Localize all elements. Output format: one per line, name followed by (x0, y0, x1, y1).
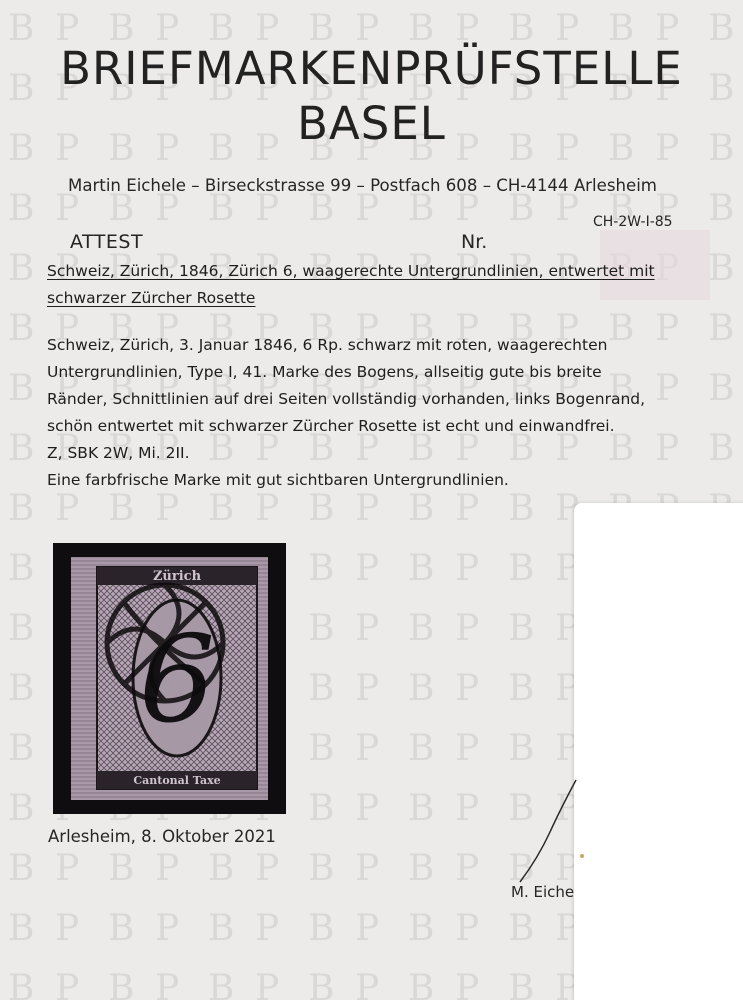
description-line: Schweiz, Zürich, 3. Januar 1846, 6 Rp. schwarz mit roten, waagerechten (47, 336, 608, 354)
certificate-reference: CH-2W-I-85 (593, 214, 673, 230)
certificate-title: ATTEST (70, 231, 144, 253)
organization-name: BRIEFMARKENPRÜFSTELLE (60, 42, 683, 95)
description-line: schön entwertet mit schwarzer Zürcher Rosette ist echt und einwandfrei. (47, 417, 615, 435)
stamp-denomination: 6 (138, 611, 216, 750)
stamp-top-text: Zürich (152, 569, 202, 584)
signature-stroke (480, 770, 600, 890)
description-line: Untergrundlinien, Type I, 41. Marke des Bogens, allseitig gute bis breite (47, 363, 602, 381)
certificate-subject (47, 258, 655, 312)
overlay-panel (574, 503, 743, 1000)
certificate-description (47, 332, 645, 494)
description-line: Ränder, Schnittlinien auf drei Seiten vollständig vorhanden, links Bogenrand, (47, 390, 646, 408)
subject-line: Schweiz, Zürich, 1846, Zürich 6, waagerechte Untergrundlinien, entwertet mit (47, 262, 655, 280)
place-and-date: Arlesheim, 8. Oktober 2021 (48, 827, 276, 846)
stamp-image (53, 543, 286, 814)
organization-city: BASEL (297, 97, 446, 150)
description-line: Z, SBK 2W, Mi. 2II. (47, 444, 190, 462)
organization-address: Martin Eichele – Birseckstrasse 99 – Postfach 608 – CH-4144 Arlesheim (68, 176, 657, 195)
description-line: Eine farbfrische Marke mit gut sichtbaren Untergrundlinien. (47, 471, 509, 489)
stamp-bottom-text: Cantonal Taxe (133, 774, 221, 787)
subject-line: schwarzer Zürcher Rosette (47, 289, 256, 307)
certificate-number-label: Nr. (461, 231, 488, 253)
signer-name: M. Eiche (511, 883, 575, 901)
